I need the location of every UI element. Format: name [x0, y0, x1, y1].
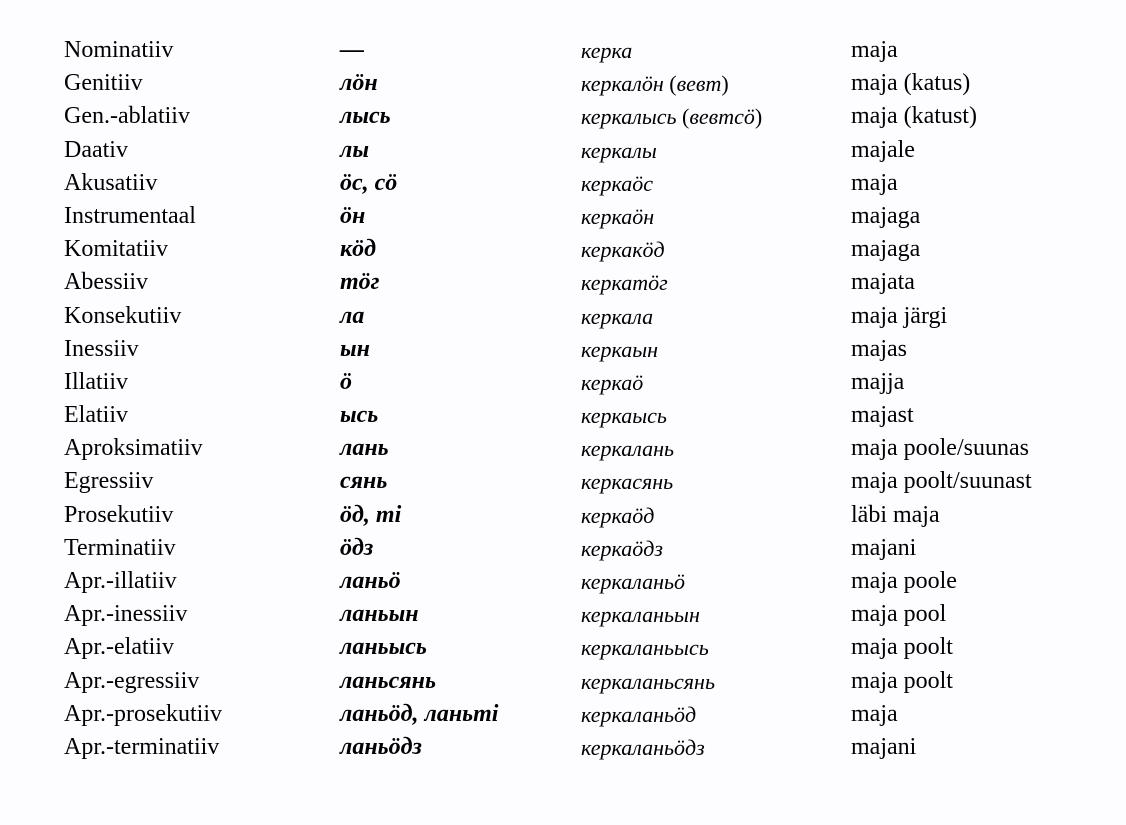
case-suffix: ланьын	[340, 601, 419, 628]
case-name: Apr.-elatiiv	[64, 634, 174, 661]
translation: maja poole	[851, 568, 957, 594]
case-name: Aproksimatiiv	[64, 435, 203, 462]
word-form	[581, 233, 665, 266]
word-form	[581, 499, 654, 532]
word-form-main: керкалы	[581, 137, 657, 163]
table-row	[64, 399, 1104, 432]
word-form	[581, 465, 673, 498]
translation: majale	[851, 136, 915, 163]
word-form	[581, 266, 668, 299]
case-name: Egressiiv	[64, 468, 154, 495]
table-row	[64, 598, 1104, 631]
case-suffix: ла	[340, 302, 365, 329]
word-form	[581, 333, 658, 366]
case-suffix: лысь	[340, 103, 391, 130]
table-row	[64, 200, 1104, 233]
case-suffix: ланьсянь	[340, 667, 436, 694]
word-form	[581, 366, 643, 399]
case-name: Terminatiiv	[64, 534, 176, 561]
word-form	[581, 432, 674, 465]
translation: majaga	[851, 236, 921, 263]
word-form	[581, 134, 657, 167]
word-form-main: керкакöд	[581, 237, 665, 263]
word-form-main: керкаланьысь	[581, 635, 709, 661]
case-suffix: —	[340, 37, 364, 63]
table-row	[64, 300, 1104, 333]
table-row	[64, 698, 1104, 731]
word-form-main: керкасянь	[581, 469, 674, 495]
word-form	[581, 167, 653, 200]
word-form-main: керкаланьö	[581, 569, 686, 594]
case-suffix: öс, сö	[340, 169, 398, 196]
translation: maja (katust)	[851, 103, 977, 130]
table-row	[64, 333, 1104, 366]
table-row	[64, 532, 1104, 565]
word-form-main: керкалань	[581, 436, 675, 462]
table-row	[64, 366, 1104, 399]
table-row	[64, 266, 1104, 299]
word-form-main: керкаланьын	[581, 602, 700, 628]
case-suffix: öд, тi	[340, 501, 402, 528]
word-form	[581, 200, 654, 233]
case-suffix: ланьöдз	[340, 733, 422, 760]
word-form-main: керкаын	[581, 336, 659, 362]
case-name: Apr.-illatiiv	[64, 568, 177, 594]
word-form-main: керкаланьсянь	[581, 668, 715, 694]
word-form	[581, 598, 700, 631]
word-form	[581, 665, 715, 698]
case-suffix: öн	[340, 202, 366, 229]
table-row	[64, 167, 1104, 200]
translation: maja poolt	[851, 634, 953, 661]
case-suffix: лань	[340, 435, 389, 462]
case-name: Genitiiv	[64, 70, 143, 97]
translation: majata	[851, 269, 915, 296]
case-suffix: ланьö	[340, 568, 401, 594]
table-row	[64, 499, 1104, 532]
translation: majani	[851, 534, 917, 561]
case-suffix: ын	[340, 335, 370, 362]
translation: läbi maja	[851, 501, 940, 528]
word-form	[581, 631, 709, 664]
table-row	[64, 465, 1104, 498]
case-suffix: ланьысь	[340, 634, 427, 661]
translation: majas	[851, 335, 907, 362]
word-form-extra: вевт	[676, 71, 722, 97]
word-form-main: керкалöн	[581, 71, 664, 97]
word-form-main: керкаöн	[581, 203, 655, 229]
case-suffix: ланьöд, ланьтi	[340, 700, 499, 727]
word-form-main: керкаысь	[581, 403, 667, 429]
case-suffix: кöд	[340, 236, 377, 263]
case-suffix: лы	[340, 136, 369, 163]
case-name: Elatiiv	[64, 402, 128, 429]
word-form-main: керкала	[581, 303, 654, 329]
case-name: Apr.-egressiiv	[64, 667, 200, 694]
table-row	[64, 565, 1104, 598]
word-form: керкалöн (вевт)	[581, 71, 729, 97]
word-form-main: керкалысь	[581, 104, 677, 130]
word-form	[581, 731, 705, 764]
word-form-main: керкаöс	[581, 170, 654, 196]
case-name: Abessiiv	[64, 269, 148, 296]
case-name: Apr.-prosekutiiv	[64, 700, 222, 727]
case-name: Daativ	[64, 136, 128, 163]
case-name: Prosekutiiv	[64, 501, 174, 528]
word-form	[581, 34, 632, 67]
table-row	[64, 67, 1104, 100]
case-name: Apr.-inessiiv	[64, 601, 188, 628]
translation: maja pool	[851, 601, 947, 628]
word-form-main: керкаланьöд	[581, 701, 697, 727]
table-row	[64, 233, 1104, 266]
word-form-main: керкаланьöдз	[581, 734, 705, 760]
case-suffix: сянь	[340, 468, 388, 495]
translation: maja (katus)	[851, 70, 971, 97]
translation: majaga	[851, 202, 921, 229]
case-name: Instrumentaal	[64, 202, 196, 229]
translation: majja	[851, 368, 905, 395]
translation: maja poolt/suunast	[851, 468, 1032, 495]
table-row	[64, 100, 1104, 133]
word-form	[581, 300, 653, 333]
word-form-main: керкаöд	[581, 502, 655, 528]
table-row	[64, 631, 1104, 664]
case-name: Nominatiiv	[64, 37, 174, 63]
translation: majani	[851, 733, 917, 760]
translation: maja	[851, 700, 898, 727]
translation: maja järgi	[851, 302, 948, 329]
table-row	[64, 34, 1104, 67]
case-suffix: öдз	[340, 534, 374, 561]
word-form-main: керкатöг	[581, 270, 668, 296]
table-row	[64, 665, 1104, 698]
case-name: Illatiiv	[64, 368, 128, 395]
case-name: Inessiiv	[64, 335, 139, 362]
word-form	[581, 532, 663, 565]
word-form-main: керкаö	[581, 369, 644, 395]
word-form-main: керкаöдз	[581, 535, 663, 561]
word-form	[581, 698, 696, 731]
table-row	[64, 432, 1104, 465]
case-name: Apr.-terminatiiv	[64, 733, 220, 760]
word-form-main: керка	[581, 38, 633, 63]
translation: maja	[851, 169, 898, 196]
case-name: Gen.-ablatiiv	[64, 103, 190, 130]
case-suffix: ысь	[340, 402, 379, 429]
case-suffix: лöн	[340, 70, 378, 97]
word-form	[581, 399, 667, 432]
case-name: Komitatiiv	[64, 236, 168, 263]
translation: majast	[851, 402, 914, 429]
word-form: керкалысь (вевтсö)	[581, 104, 763, 130]
table-row	[64, 731, 1104, 764]
translation: maja poolt	[851, 667, 953, 694]
table-row	[64, 134, 1104, 167]
case-suffix: ö	[340, 368, 352, 395]
word-form-extra: вевтсö	[689, 104, 755, 130]
case-table	[64, 34, 1104, 764]
case-suffix: тöг	[340, 269, 380, 296]
translation: maja poole/suunas	[851, 435, 1029, 462]
case-name: Akusatiiv	[64, 169, 158, 196]
case-name: Konsekutiiv	[64, 302, 182, 329]
word-form	[581, 565, 685, 598]
translation: maja	[851, 37, 898, 63]
